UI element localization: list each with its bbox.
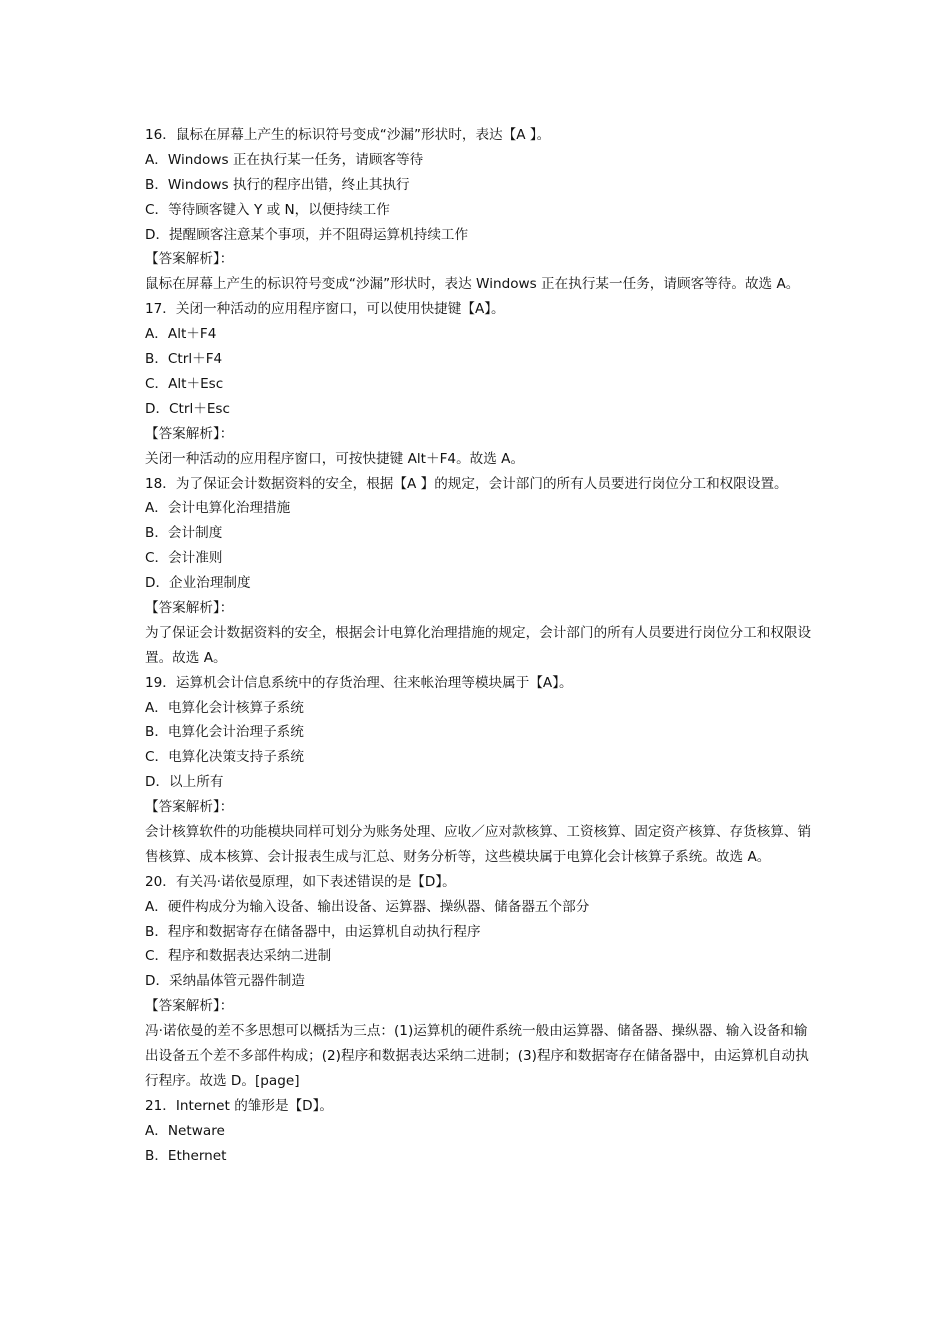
- answer-heading-18: 【答案解析】：: [145, 599, 234, 616]
- option-17-a: A．Alt＋F4: [145, 326, 217, 343]
- explanation-17: 关闭一种活动的应用程序窗口，可按快捷键 Alt＋F4。故选 A。: [145, 450, 525, 467]
- option-20-d: D．采纳晶体管元器件制造: [145, 973, 305, 990]
- question-17: 17．关闭一种活动的应用程序窗口，可以使用快捷键【A】。: [145, 301, 505, 318]
- option-16-a: A．Windows 正在执行某一任务，请顾客等待: [145, 151, 424, 168]
- option-17-d: D．Ctrl＋Esc: [145, 400, 230, 417]
- explanation-20: 冯·诺依曼的差不多思想可以概括为三点：(1)运算机的硬件系统一般由运算器、储备器、操纵器、输入设备和输出设备五个差不多部件构成；(2)程序和数据表达采纳二进制；(3)程序和数据寄存在储备器中，由运算机自动执行程序。故选 D。[page]: [145, 1023, 809, 1089]
- question-16: 16．鼠标在屏幕上产生的标识符号变成“沙漏”形状时，表达【A 】。: [145, 127, 551, 143]
- option-20-b: B．程序和数据寄存在储备器中，由运算机自动执行程序: [145, 923, 481, 940]
- option-19-a: A．电算化会计核算子系统: [145, 699, 304, 716]
- option-19-c: C．电算化决策支持子系统: [145, 749, 305, 766]
- option-17-b: B．Ctrl＋F4: [145, 351, 223, 368]
- option-17-c: C．Alt＋Esc: [145, 375, 224, 392]
- question-20: 20．有关冯·诺依曼原理，如下表述错误的是【D】。: [145, 873, 456, 890]
- option-20-c: C．程序和数据表达采纳二进制: [145, 948, 332, 965]
- option-16-b: B．Windows 执行的程序出错，终止其执行: [145, 176, 410, 193]
- question-18: 18．为了保证会计数据资料的安全，根据【A 】的规定，会计部门的所有人员要进行岗位分工和权限设置。: [145, 475, 788, 492]
- answer-heading-17: 【答案解析】：: [145, 425, 234, 442]
- option-19-d: D．以上所有: [145, 774, 224, 791]
- option-18-b: B．会计制度: [145, 525, 223, 542]
- option-21-b: B．Ethernet: [145, 1147, 227, 1164]
- question-21: 21．Internet 的雏形是【D】。: [145, 1097, 334, 1114]
- option-21-a: A．Netware: [145, 1122, 225, 1139]
- option-19-b: B．电算化会计治理子系统: [145, 724, 304, 741]
- document-page: [145, 123, 813, 1169]
- answer-heading-16: 【答案解析】：: [145, 251, 234, 268]
- question-19: 19．运算机会计信息系统中的存货治理、往来帐治理等模块属于【A】。: [145, 674, 573, 691]
- answer-heading-20: 【答案解析】：: [145, 998, 234, 1015]
- option-18-a: A．会计电算化治理措施: [145, 500, 291, 517]
- explanation-18: 为了保证会计数据资料的安全，根据会计电算化治理措施的规定，会计部门的所有人员要进行岗位分工和权限设置。故选 A。: [145, 624, 812, 666]
- option-18-c: C．会计准则: [145, 550, 223, 567]
- option-18-d: D．企业治理制度: [145, 575, 251, 592]
- answer-heading-19: 【答案解析】：: [145, 799, 234, 816]
- explanation-16: 鼠标在屏幕上产生的标识符号变成“沙漏”形状时，表达 Windows 正在执行某一任务，请顾客等待。故选 A。: [145, 276, 800, 293]
- explanation-19: 会计核算软件的功能模块同样可划分为账务处理、应收／应对款核算、工资核算、固定资产核算、存货核算、销售核算、成本核算、会计报表生成与汇总、财务分析等，这些模块属于电算化会计核算子系统。故选 A。: [145, 824, 812, 865]
- option-20-a: A．硬件构成分为输入设备、输出设备、运算器、操纵器、储备器五个部分: [145, 898, 590, 915]
- option-16-d: D．提醒顾客注意某个事项，并不阻碍运算机持续工作: [145, 226, 469, 243]
- option-16-c: C．等待顾客键入 Y 或 N，以便持续工作: [145, 201, 390, 218]
